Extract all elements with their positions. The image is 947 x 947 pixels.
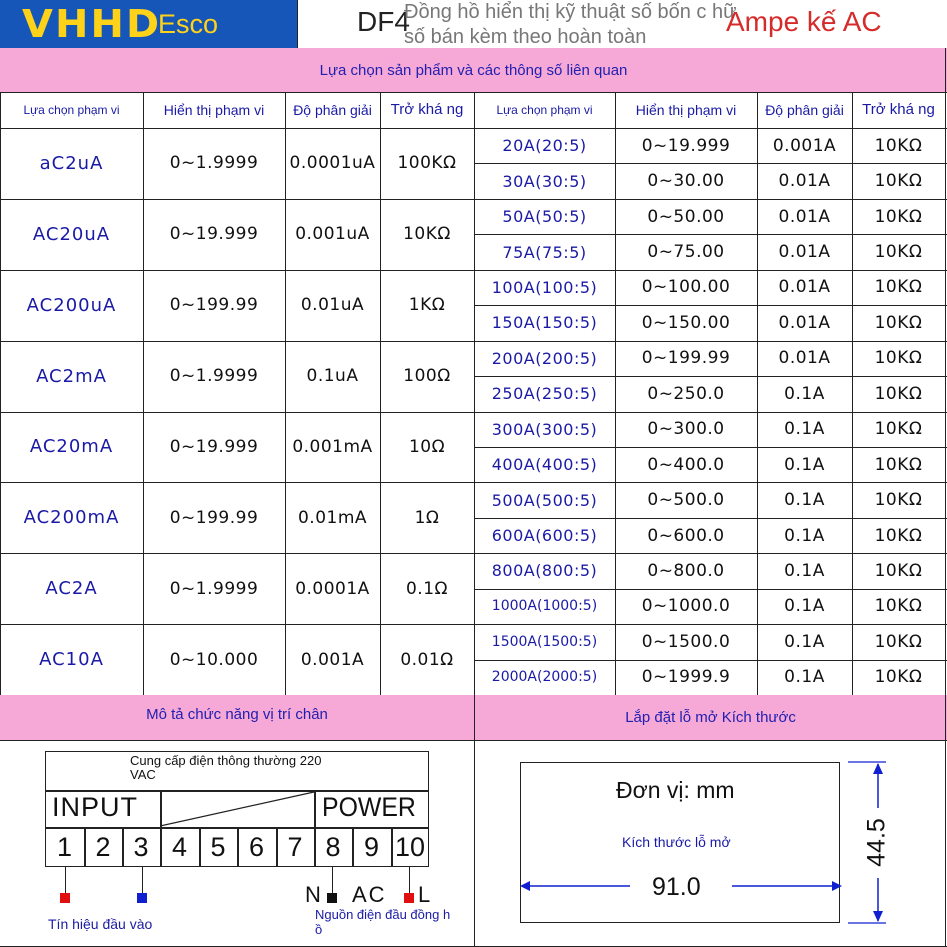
table-cell: 0~1.9999 — [169, 153, 259, 174]
table-cell: 10KΩ — [874, 631, 923, 652]
table-cell: 0~199.99 — [169, 295, 259, 316]
table-cell: 10KΩ — [874, 277, 923, 298]
table-cell: 0.001uA — [295, 224, 370, 245]
table-cell: 0~800.0 — [647, 560, 725, 581]
ac-label: AC — [352, 882, 387, 907]
range-cell: 1500A(1500:5) — [491, 633, 598, 650]
table-cell: 0~75.00 — [647, 242, 725, 263]
table-cell: 0.01A — [778, 206, 831, 227]
left-header-2: Độ phân giải — [293, 102, 372, 118]
table-cell: 1Ω — [414, 507, 440, 528]
table-cell: 0~500.0 — [647, 490, 725, 511]
power-input-label: Nguồn điện đầu đồng h ồ — [315, 907, 451, 937]
range-cell: 2000A(2000:5) — [491, 669, 598, 686]
range-cell: AC200mA — [23, 507, 120, 529]
range-cell: 500A(500:5) — [491, 490, 598, 510]
range-cell: 250A(250:5) — [491, 384, 598, 404]
range-cell: AC10A — [39, 649, 104, 671]
table-cell: 0~250.0 — [647, 383, 725, 404]
model-code: DF4 — [357, 6, 410, 37]
input-label: INPUT — [52, 792, 138, 822]
range-cell: aC2uA — [39, 152, 104, 174]
table-cell: 0.1A — [784, 383, 825, 404]
range-cell: AC200uA — [26, 294, 117, 316]
table-cell: 0~199.99 — [641, 348, 731, 369]
table-cell: 0.01A — [778, 242, 831, 263]
pin-3: 3 — [133, 832, 149, 862]
table-cell: 0~400.0 — [647, 454, 725, 475]
red-marker-pin1 — [60, 893, 70, 903]
pin-9: 9 — [363, 832, 380, 862]
table-cell: 100KΩ — [397, 153, 457, 174]
pin-5: 5 — [210, 832, 226, 862]
table-cell: 0~10.000 — [169, 649, 259, 670]
table-cell: 10KΩ — [874, 419, 923, 440]
right-header-2: Độ phân giải — [765, 102, 844, 118]
table-cell: 0~150.00 — [641, 312, 731, 333]
range-cell: 100A(100:5) — [491, 277, 598, 297]
pins-section-label: Mô tả chức năng vị trí chân — [146, 706, 328, 723]
range-cell: 200A(200:5) — [491, 348, 598, 368]
right-header-1: Hiển thị phạm vi — [635, 102, 737, 118]
table-cell: 0.01uA — [300, 295, 365, 316]
range-cell: AC20mA — [29, 436, 114, 458]
red-marker-pin10 — [404, 893, 414, 903]
left-header-3: Trở khá ng — [390, 101, 464, 118]
table-cell: 10KΩ — [403, 224, 451, 245]
range-cell: AC20uA — [32, 223, 111, 245]
table-cell: 10KΩ — [874, 667, 923, 688]
table-cell: 0.01Ω — [400, 649, 454, 670]
table-cell: 0.001A — [772, 135, 837, 156]
table-cell: 0~1500.0 — [641, 631, 731, 652]
table-cell: 10KΩ — [874, 454, 923, 475]
table-cell: 0.0001A — [295, 578, 370, 599]
table-cell: 10KΩ — [874, 525, 923, 546]
table-cell: 10KΩ — [874, 348, 923, 369]
table-cell: 0~100.00 — [641, 277, 731, 298]
table-cell: 0~1.9999 — [169, 366, 259, 387]
table-cell: 0~19.999 — [169, 436, 259, 457]
diagonal-divider — [160, 790, 315, 828]
range-cell: 400A(400:5) — [491, 455, 598, 475]
table-cell: 0.1A — [784, 631, 825, 652]
table-cell: 0.01A — [778, 348, 831, 369]
table-cell: 100Ω — [403, 366, 451, 387]
supply-label: Cung cấp điện thông thường 220 VAC — [130, 753, 322, 782]
table-cell: 0~1999.9 — [641, 667, 731, 688]
table-cell: 0~50.00 — [647, 206, 725, 227]
range-cell: 300A(300:5) — [491, 419, 598, 439]
range-cell: AC2A — [45, 578, 98, 600]
range-cell: AC2mA — [36, 365, 107, 387]
width-value: 91.0 — [652, 873, 701, 901]
pin-1: 1 — [56, 832, 73, 862]
table-cell: 10KΩ — [874, 560, 923, 581]
table-cell: 0.01mA — [297, 507, 368, 528]
table-cell: 0.01A — [778, 277, 831, 298]
table-cell: 0.1A — [784, 490, 825, 511]
range-cell: 75A(75:5) — [502, 242, 587, 262]
unit-label: Đơn vị: mm — [616, 777, 735, 803]
table-cell: 0~600.0 — [647, 525, 725, 546]
table-cell: 10KΩ — [874, 490, 923, 511]
pin-6: 6 — [248, 832, 265, 862]
range-cell: 1000A(1000:5) — [491, 598, 598, 615]
table-cell: 1KΩ — [408, 295, 446, 316]
range-cell: 30A(30:5) — [502, 171, 587, 191]
table-cell: 0.1A — [784, 560, 825, 581]
l-label: L — [418, 882, 431, 907]
table-cell: 0.001A — [300, 649, 365, 670]
brand-subtitle: Esco — [158, 9, 219, 39]
table-cell: 0.1A — [784, 667, 825, 688]
table-cell: 0~30.00 — [647, 171, 725, 192]
pin-2: 2 — [95, 832, 111, 862]
table-cell: 0.1A — [784, 596, 825, 617]
table-cell: 10KΩ — [874, 383, 923, 404]
table-cell: 0~19.999 — [169, 224, 259, 245]
range-cell: 50A(50:5) — [502, 207, 587, 227]
pin-7: 7 — [287, 832, 303, 862]
table-cell: 0.1A — [784, 525, 825, 546]
table-cell: 0.1Ω — [405, 578, 449, 599]
table-cell: 0.01A — [778, 171, 831, 192]
table-cell: 0~1000.0 — [641, 596, 731, 617]
hole-size-label: Kích thước lỗ mở — [622, 834, 731, 850]
table-cell: 10KΩ — [874, 135, 923, 156]
table-cell: 0~300.0 — [647, 419, 725, 440]
left-header-1: Hiển thị phạm vi — [163, 102, 265, 118]
range-cell: 600A(600:5) — [491, 526, 598, 546]
table-cell: 0~1.9999 — [169, 578, 259, 599]
install-section-label: Lắp đặt lỗ mở Kích thước — [625, 709, 796, 726]
table-cell: 10KΩ — [874, 312, 923, 333]
right-header-3: Trở khá ng — [862, 101, 935, 118]
right-header-0: Lựa chọn phạm vi — [496, 103, 593, 117]
table-cell: 0.1A — [784, 419, 825, 440]
product-description: Đồng hồ hiển thị kỹ thuật số bốn c hữ số bán kèm theo hoàn toàn — [404, 1, 737, 48]
left-header-0: Lựa chọn phạm vi — [23, 103, 120, 117]
table-cell: 10KΩ — [874, 242, 923, 263]
table-cell: 0.01A — [778, 312, 831, 333]
table-cell: 0~19.999 — [641, 135, 731, 156]
page-title: Ampe kế AC — [726, 6, 882, 37]
product-section-label: Lựa chọn sản phẩm và các thông số liên quan — [319, 62, 628, 79]
power-label: POWER — [322, 792, 416, 822]
table-cell: 10KΩ — [874, 171, 923, 192]
range-cell: 800A(800:5) — [491, 561, 598, 581]
black-marker-pin8 — [327, 893, 337, 903]
range-cell: 20A(20:5) — [502, 136, 587, 156]
table-cell: 0.001mA — [292, 436, 373, 457]
pin-10: 10 — [394, 832, 426, 862]
brand-logo: VHHD — [22, 2, 162, 46]
range-cell: 150A(150:5) — [491, 313, 598, 333]
pin-4: 4 — [171, 832, 188, 862]
table-cell: 10KΩ — [874, 206, 923, 227]
table-cell: 0.1uA — [306, 366, 359, 387]
blue-marker-pin3 — [137, 893, 147, 903]
table-cell: 10KΩ — [874, 596, 923, 617]
pin-8: 8 — [325, 832, 341, 862]
table-cell: 10Ω — [408, 436, 446, 457]
table-cell: 0.1A — [784, 454, 825, 475]
height-value: 44.5 — [862, 818, 891, 867]
table-cell: 0.0001uA — [289, 153, 376, 174]
n-label: N — [305, 882, 321, 907]
signal-input-label: Tín hiệu đầu vào — [48, 916, 153, 932]
table-cell: 0~199.99 — [169, 507, 259, 528]
